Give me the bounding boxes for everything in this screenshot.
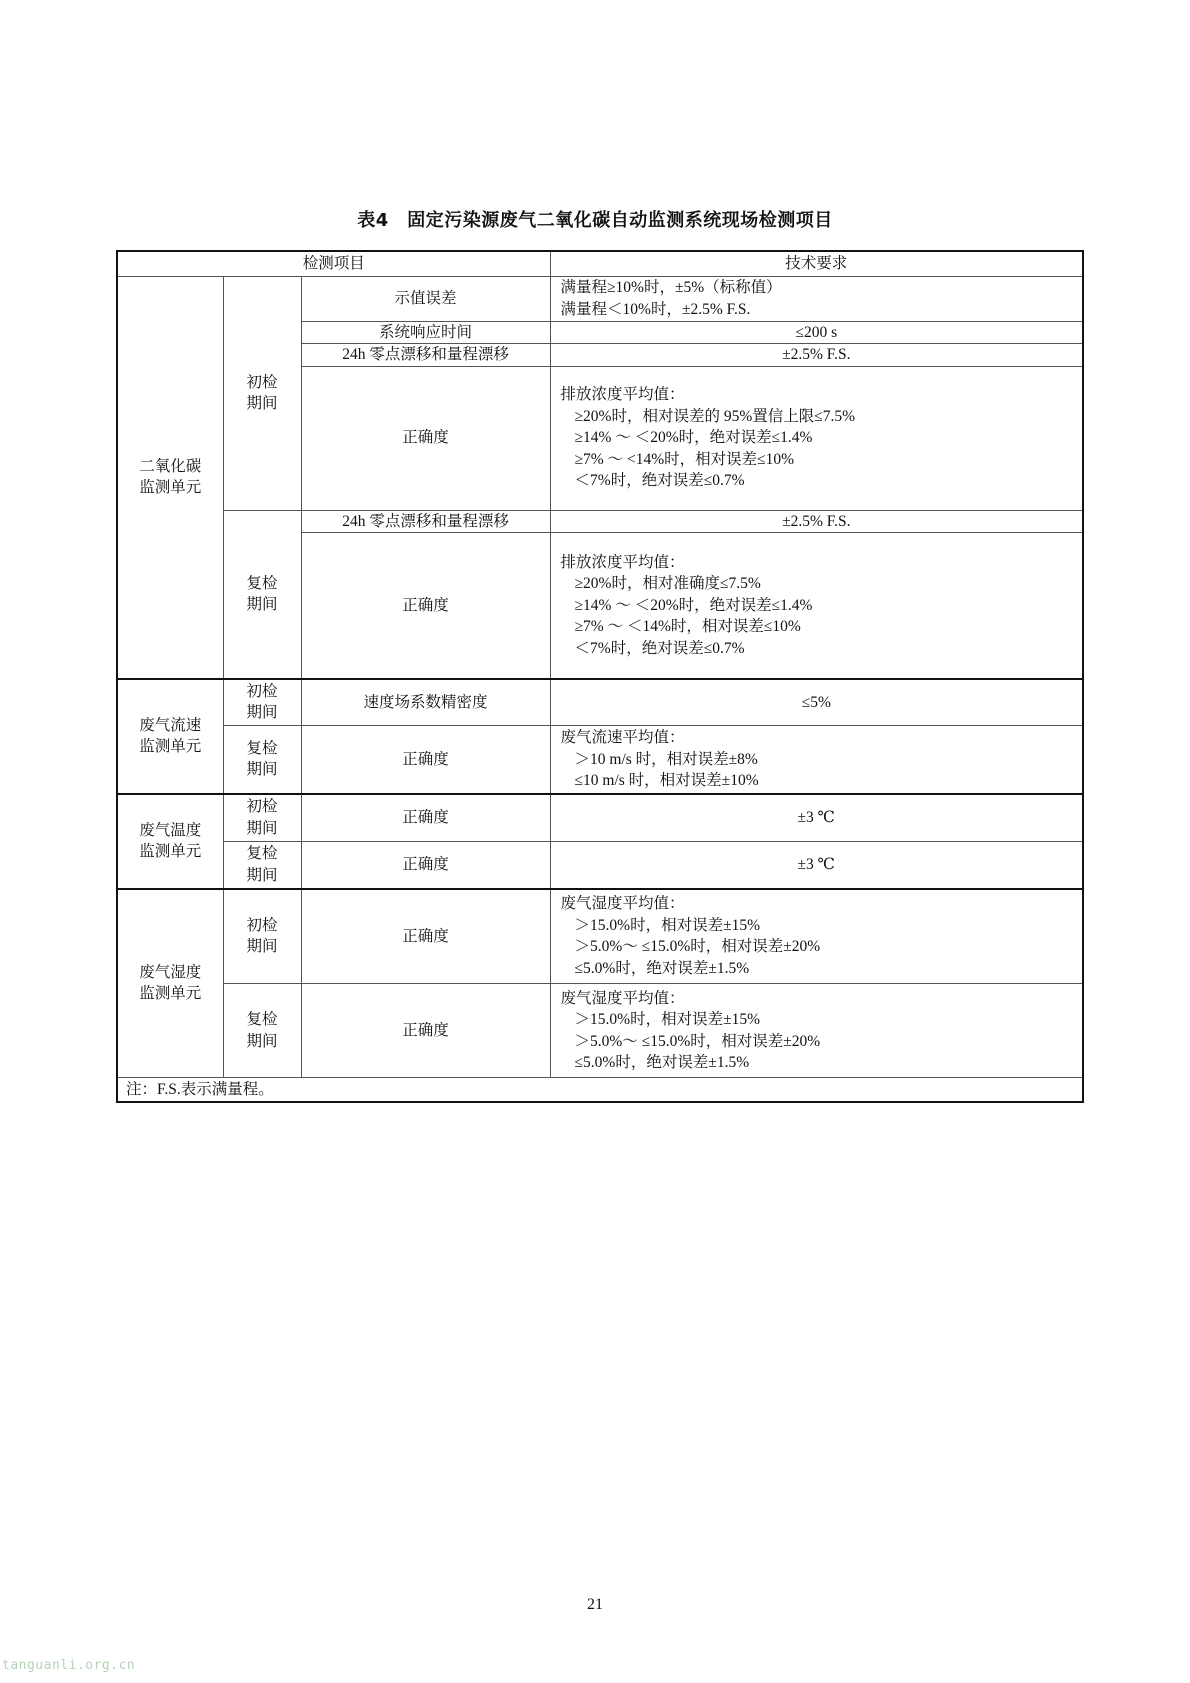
unit-temperature: 废气温度 监测单元 — [117, 794, 223, 889]
req-accuracy-temp-recheck: ±3 ℃ — [550, 842, 1083, 889]
table-row — [117, 679, 1083, 726]
item-accuracy-flow: 正确度 — [301, 726, 550, 794]
table-row — [117, 889, 1083, 984]
table-note-row — [117, 1078, 1083, 1102]
req-accuracy-humidity-initial: 废气湿度平均值： ＞15.0%时，相对误差±15% ＞5.0%～ ≤15.0%时，相对误差±20% ≤5.0%时，绝对误差±1.5% — [550, 889, 1083, 984]
item-accuracy-co2-initial: 正确度 — [301, 366, 550, 510]
table-row — [117, 984, 1083, 1078]
period-co2-recheck: 复检 期间 — [223, 510, 301, 679]
item-accuracy-temp-recheck: 正确度 — [301, 842, 550, 889]
unit-co2: 二氧化碳 监测单元 — [117, 276, 223, 679]
req-accuracy-humidity-recheck: 废气湿度平均值： ＞15.0%时，相对误差±15% ＞5.0%～ ≤15.0%时，相对误差±20% ≤5.0%时，绝对误差±1.5% — [550, 984, 1083, 1078]
item-drift-recheck: 24h 零点漂移和量程漂移 — [301, 510, 550, 533]
item-accuracy-co2-recheck: 正确度 — [301, 533, 550, 679]
table-title: 表4 固定污染源废气二氧化碳自动监测系统现场检测项目 — [357, 210, 833, 231]
header-inspection-item: 检测项目 — [117, 251, 550, 276]
period-humidity-initial: 初检 期间 — [223, 889, 301, 984]
period-flow-recheck: 复检 期间 — [223, 726, 301, 794]
req-indication-error: 满量程≥10%时，±5%（标称值） 满量程＜10%时，±2.5% F.S. — [550, 276, 1083, 321]
table-note: 注：F.S.表示满量程。 — [117, 1078, 1083, 1102]
period-temp-recheck: 复检 期间 — [223, 842, 301, 889]
req-accuracy-flow: 废气流速平均值： ＞10 m/s 时，相对误差±8% ≤10 m/s 时，相对误差±10% — [550, 726, 1083, 794]
period-temp-initial: 初检 期间 — [223, 794, 301, 842]
inspection-items-table — [116, 250, 1084, 1103]
table-row — [117, 794, 1083, 842]
page-number: 21 — [587, 1596, 603, 1613]
table-header-row — [117, 251, 1083, 276]
item-drift-initial: 24h 零点漂移和量程漂移 — [301, 344, 550, 367]
period-flow-initial: 初检 期间 — [223, 679, 301, 726]
period-humidity-recheck: 复检 期间 — [223, 984, 301, 1078]
item-indication-error: 示值误差 — [301, 276, 550, 321]
unit-humidity: 废气湿度 监测单元 — [117, 889, 223, 1078]
req-response-time: ≤200 s — [550, 321, 1083, 344]
item-accuracy-humidity-recheck: 正确度 — [301, 984, 550, 1078]
header-technical-requirement: 技术要求 — [550, 251, 1083, 276]
watermark: tanguanli.org.cn — [2, 1658, 136, 1673]
req-accuracy-co2-recheck: 排放浓度平均值： ≥20%时，相对准确度≤7.5% ≥14% ～ ＜20%时，绝对误差≤1.4% ≥7% ～ ＜14%时，相对误差≤10% ＜7%时，绝对误差≤0.7% — [550, 533, 1083, 679]
unit-flow: 废气流速 监测单元 — [117, 679, 223, 794]
period-co2-initial: 初检 期间 — [223, 276, 301, 510]
item-accuracy-temp-initial: 正确度 — [301, 794, 550, 842]
table-row — [117, 726, 1083, 794]
req-accuracy-co2-initial: 排放浓度平均值： ≥20%时，相对误差的 95%置信上限≤7.5% ≥14% ～ ＜20%时，绝对误差≤1.4% ≥7% ～ <14%时，相对误差≤10% ＜7%时，绝对误差≤0.7% — [550, 366, 1083, 510]
req-drift-recheck: ±2.5% F.S. — [550, 510, 1083, 533]
req-velocity-coefficient: ≤5% — [550, 679, 1083, 726]
table-row — [117, 842, 1083, 889]
req-accuracy-temp-initial: ±3 ℃ — [550, 794, 1083, 842]
req-drift-initial: ±2.5% F.S. — [550, 344, 1083, 367]
item-accuracy-humidity-initial: 正确度 — [301, 889, 550, 984]
table-row — [117, 276, 1083, 321]
item-response-time: 系统响应时间 — [301, 321, 550, 344]
table-row — [117, 510, 1083, 533]
item-velocity-coefficient: 速度场系数精密度 — [301, 679, 550, 726]
